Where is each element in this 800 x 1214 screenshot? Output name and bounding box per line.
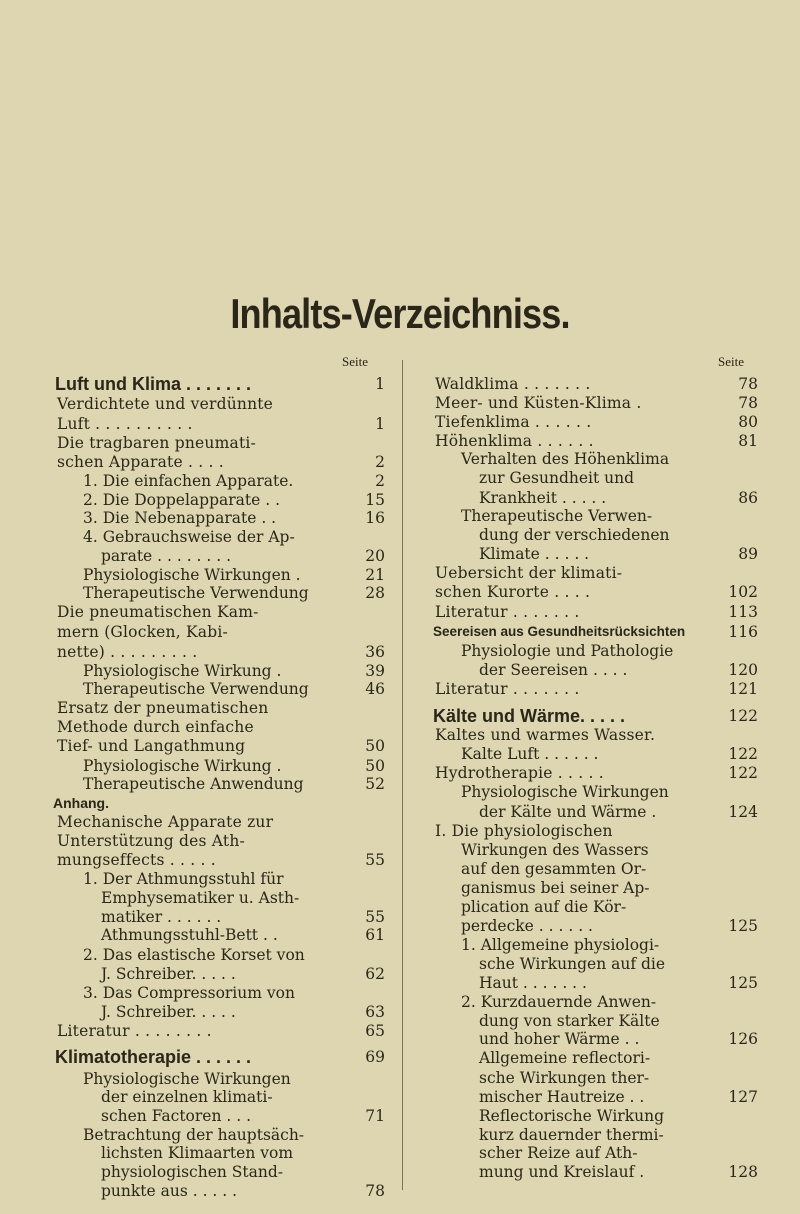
- toc-entry-page: 52: [365, 775, 385, 793]
- toc-entry-page: 125: [728, 974, 758, 992]
- toc-entry-title: Literatur . . . . . . .: [435, 680, 580, 698]
- toc-entry-page: 126: [728, 1030, 758, 1048]
- toc-entry-title: schen Kurorte . . . .: [435, 583, 591, 601]
- toc-entry-title: Die tragbaren pneumati-: [57, 434, 256, 452]
- toc-entry-title: der einzelnen klimati-: [101, 1088, 273, 1106]
- toc-entry-page: 113: [728, 603, 758, 621]
- toc-entry-page: 2: [375, 472, 385, 490]
- toc-entry-title: Literatur . . . . . . .: [435, 603, 580, 621]
- column-divider: [402, 360, 403, 1190]
- toc-entry-title: Krankheit . . . . .: [479, 489, 607, 507]
- toc-entry-page: 78: [738, 394, 758, 412]
- toc-entry-page: 124: [728, 803, 758, 821]
- toc-entry-page: 80: [738, 413, 758, 431]
- toc-entry-title: Athmungsstuhl-Bett . .: [101, 926, 278, 944]
- toc-entry-title: Hydrotherapie . . . . .: [435, 764, 604, 782]
- toc-entry-title: schen Apparate . . . .: [57, 453, 224, 471]
- toc-entry-title: Physiologie und Pathologie: [461, 642, 674, 660]
- toc-entry-page: 71: [365, 1107, 385, 1125]
- toc-entry-title: lichsten Klimaarten vom: [101, 1144, 294, 1162]
- toc-entry-title: Betrachtung der hauptsäch-: [83, 1126, 305, 1144]
- toc-entry-title: sche Wirkungen ther-: [479, 1069, 650, 1087]
- toc-entry-page: 122: [728, 764, 758, 782]
- toc-entry-page: 1: [375, 415, 385, 433]
- toc-entry-title: schen Factoren . . .: [101, 1107, 252, 1125]
- toc-entry-title: Literatur . . . . . . . .: [57, 1022, 212, 1040]
- toc-entry-title: I. Die physiologischen: [435, 822, 613, 840]
- toc-entry-title: scher Reize auf Ath-: [479, 1144, 638, 1162]
- toc-entry-page: 61: [365, 926, 385, 944]
- toc-entry-title: Physiologische Wirkung .: [83, 662, 282, 680]
- toc-entry-title: 2. Kurzdauernde Anwen-: [461, 993, 657, 1011]
- toc-entry-title: plication auf die Kör-: [461, 898, 627, 916]
- toc-entry-title: Allgemeine reflectori-: [479, 1049, 651, 1067]
- toc-entry-page: 2: [375, 453, 385, 471]
- toc-entry-title: Physiologische Wirkungen: [83, 1070, 291, 1088]
- toc-entry-page: 102: [728, 583, 758, 601]
- toc-entry-page: 78: [738, 375, 758, 393]
- toc-entry-title: auf den gesammten Or-: [461, 860, 647, 878]
- toc-entry-page: 28: [365, 584, 385, 602]
- page-title: Inhalts-Verzeichniss.: [230, 290, 570, 337]
- toc-entry-title: Therapeutische Anwendung: [83, 775, 304, 793]
- toc-entry-title: 3. Die Nebenapparate . .: [83, 509, 277, 527]
- toc-entry-title: Luft und Klima . . . . . . .: [55, 374, 251, 394]
- toc-entry-title: ganismus bei seiner Ap-: [461, 879, 650, 897]
- toc-entry-title: Waldklima . . . . . . .: [435, 375, 591, 393]
- toc-entry-title: Methode durch einfache: [57, 718, 254, 736]
- toc-entry-title: der Seereisen . . . .: [479, 661, 628, 679]
- toc-entry-page: 16: [365, 509, 385, 527]
- toc-entry-title: der Kälte und Wärme .: [479, 803, 657, 821]
- toc-entry-title: Therapeutische Verwendung: [83, 584, 309, 602]
- toc-entry-title: Klimatotherapie . . . . . .: [55, 1047, 252, 1067]
- toc-entry-page: 50: [365, 737, 385, 755]
- toc-entry-title: 1. Der Athmungsstuhl für: [83, 870, 284, 888]
- toc-entry-page: 127: [728, 1088, 758, 1106]
- toc-entry-title: J. Schreiber. . . . .: [101, 1003, 236, 1021]
- toc-entry-title: 2. Die Doppelapparate . .: [83, 491, 281, 509]
- page-column-header-left: Seite: [342, 354, 368, 369]
- toc-entry-title: mung und Kreislauf .: [479, 1163, 645, 1181]
- toc-entry-title: 2. Das elastische Korset von: [83, 946, 305, 964]
- toc-entry-title: mern (Glocken, Kabi-: [57, 623, 228, 641]
- toc-entry-page: 122: [728, 707, 758, 725]
- toc-entry-title: Luft . . . . . . . . . .: [57, 415, 193, 433]
- toc-entry-title: sche Wirkungen auf die: [479, 955, 666, 973]
- toc-entry-title: Haut . . . . . . .: [479, 974, 587, 992]
- toc-entry-title: 4. Gebrauchsweise der Ap-: [83, 528, 295, 546]
- toc-entry-title: Uebersicht der klimati-: [435, 564, 623, 582]
- toc-entry-page: 15: [365, 491, 385, 509]
- toc-entry-title: Unterstützung des Ath-: [57, 832, 245, 850]
- toc-entry-title: Wirkungen des Wassers: [461, 841, 649, 859]
- toc-entry-page: 128: [728, 1163, 758, 1181]
- toc-entry-page: 89: [738, 545, 758, 563]
- toc-entry-title: Klimate . . . . .: [479, 545, 590, 563]
- toc-entry-title: Mechanische Apparate zur: [57, 813, 274, 831]
- toc-entry-page: 125: [728, 917, 758, 935]
- toc-entry-title: Meer- und Küsten-Klima .: [435, 394, 642, 412]
- toc-entry-page: 62: [365, 965, 385, 983]
- toc-entry-page: 116: [728, 623, 758, 641]
- toc-entry-page: 78: [365, 1182, 385, 1200]
- toc-entry-title: parate . . . . . . . .: [101, 547, 232, 565]
- toc-entry-title: mischer Hautreize . .: [479, 1088, 645, 1106]
- toc-entry-title: und hoher Wärme . .: [479, 1030, 640, 1048]
- toc-entry-title: 1. Die einfachen Apparate.: [83, 472, 294, 490]
- toc-entry-title: Kälte und Wärme. . . . .: [433, 706, 626, 726]
- toc-entry-page: 46: [365, 680, 385, 698]
- toc-entry-title: nette) . . . . . . . . .: [57, 643, 198, 661]
- toc-entry-page: 86: [738, 489, 758, 507]
- toc-entry-title: matiker . . . . . .: [101, 908, 222, 926]
- toc-entry-page: 63: [365, 1003, 385, 1021]
- toc-entry-title: Verhalten des Höhenklima: [461, 450, 670, 468]
- toc-entry-title: J. Schreiber. . . . .: [101, 965, 236, 983]
- toc-entry-title: Physiologische Wirkungen .: [83, 566, 301, 584]
- toc-entry-page: 21: [365, 566, 385, 584]
- toc-entry-title: Physiologische Wirkung .: [83, 757, 282, 775]
- toc-entry-page: 69: [365, 1048, 385, 1066]
- toc-entry-title: Tief- und Langathmung: [57, 737, 246, 755]
- toc-entry-page: 120: [728, 661, 758, 679]
- toc-entry-title: zur Gesundheit und: [479, 469, 635, 487]
- toc-entry-title: Die pneumatischen Kam-: [57, 603, 259, 621]
- toc-entry-page: 55: [365, 908, 385, 926]
- toc-entry-title: perdecke . . . . . .: [461, 917, 593, 935]
- toc-entry-title: Therapeutische Verwendung: [83, 680, 309, 698]
- toc-entry-title: dung von starker Kälte: [479, 1012, 660, 1030]
- toc-entry-title: Emphysematiker u. Asth-: [101, 889, 300, 907]
- toc-entry-title: 3. Das Compressorium von: [83, 984, 295, 1002]
- toc-entry-page: 20: [365, 547, 385, 565]
- page-column-header-right: Seite: [718, 354, 744, 369]
- toc-entry-title: dung der verschiedenen: [479, 526, 670, 544]
- toc-entry-page: 1: [375, 375, 385, 393]
- toc-entry-title: mungseffects . . . . .: [57, 851, 216, 869]
- toc-entry-page: 55: [365, 851, 385, 869]
- toc-entry-title: Kalte Luft . . . . . .: [461, 745, 599, 763]
- toc-entry-title: Seereisen aus Gesundheitsrücksichten: [433, 624, 686, 639]
- toc-entry-title: punkte aus . . . . .: [101, 1182, 238, 1200]
- toc-entry-page: 81: [738, 432, 758, 450]
- toc-entry-page: 39: [365, 662, 385, 680]
- toc-entry-page: 65: [365, 1022, 385, 1040]
- toc-entry-title: Tiefenklima . . . . . .: [435, 413, 592, 431]
- toc-entry-page: 36: [365, 643, 385, 661]
- toc-entry-title: Verdichtete und verdünnte: [57, 395, 274, 413]
- toc-entry-title: Höhenklima . . . . . .: [435, 432, 594, 450]
- toc-entry-page: 122: [728, 745, 758, 763]
- toc-entry-title: 1. Allgemeine physiologi-: [461, 936, 660, 954]
- toc-entry-page: 50: [365, 757, 385, 775]
- toc-entry-page: 121: [728, 680, 758, 698]
- toc-entry-title: Anhang.: [53, 795, 109, 811]
- toc-entry-title: kurz dauernder thermi-: [479, 1126, 664, 1144]
- toc-entry-title: Therapeutische Verwen-: [461, 507, 653, 525]
- toc-entry-title: physiologischen Stand-: [101, 1163, 284, 1181]
- toc-entry-title: Reflectorische Wirkung: [479, 1107, 664, 1125]
- toc-entry-title: Physiologische Wirkungen: [461, 783, 669, 801]
- toc-entry-title: Kaltes und warmes Wasser.: [435, 726, 656, 744]
- toc-entry-title: Ersatz der pneumatischen: [57, 699, 269, 717]
